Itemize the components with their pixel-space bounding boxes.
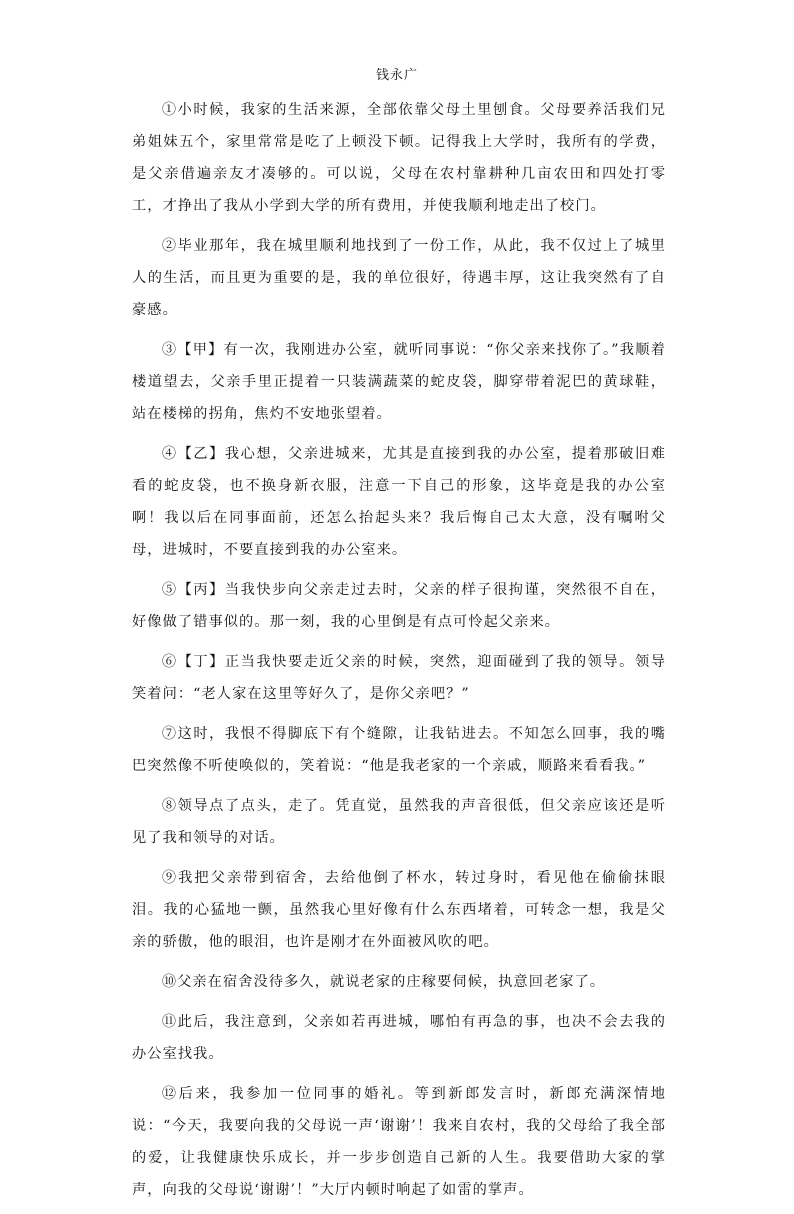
paragraph-12: ⑫后来，我参加一位同事的婚礼。等到新郎发言时，新郎充满深情地说：“今天，我要向我的父母说一声‘谢谢’！我来自农村，我的父母给了我全部的爱，让我健康快乐成长，并一步步创造自己新的人生。我要借助大家的掌声，向我的父母说‘谢谢’！”大厅内顿时响起了如雷的掌声。 [132, 1086, 666, 1198]
paragraph-3: ③【甲】有一次，我刚进办公室，就听同事说：“你父亲来找你了。”我顺着楼道望去，父亲手里正提着一只装满蔬菜的蛇皮袋，脚穿带着泥巴的黄球鞋，站在楼梯的拐角，焦灼不安地张望着。 [132, 342, 666, 422]
paragraph-11: ⑪此后，我注意到，父亲如若再进城，哪怕有再急的事，也决不会去我的办公室找我。 [132, 1014, 666, 1062]
paragraph-9: ⑨我把父亲带到宿舍，去给他倒了杯水，转过身时，看见他在偷偷抹眼泪。我的心猛地一颤，虽然我心里好像有什么东西堵着，可转念一想，我是父亲的骄傲，他的眼泪，也许是刚才在外面被风吹的吧。 [132, 870, 666, 950]
article-body [132, 94, 666, 1214]
paragraph-10: ⑩父亲在宿舍没待多久，就说老家的庄稼要伺候，执意回老家了。 [161, 974, 606, 990]
paragraph-1: ①小时候，我家的生活来源，全部依靠父母土里刨食。父母要养活我们兄弟姐妹五个，家里常常是吃了上顿没下顿。记得我上大学时，我所有的学费，是父亲借遍亲友才凑够的。可以说，父母在农村靠耕种几亩农田和四处打零工，才挣出了我从小学到大学的所有费用，并使我顺利地走出了校门。 [132, 102, 666, 214]
paragraph-2: ②毕业那年，我在城里顺利地找到了一份工作，从此，我不仅过上了城里人的生活，而且更为重要的是，我的单位很好，待遇丰厚，这让我突然有了自豪感。 [132, 238, 666, 318]
paragraph-4: ④【乙】我心想，父亲进城来，尤其是直接到我的办公室，提着那破旧难看的蛇皮袋，也不换身新衣服，注意一下自己的形象，这毕竟是我的办公室啊！我以后在同事面前，还怎么抬起头来？我后悔自己太大意，没有嘱咐父母，进城时，不要直接到我的办公室来。 [132, 446, 666, 558]
paragraph-6: ⑥【丁】正当我快要走近父亲的时候，突然，迎面碰到了我的领导。领导笑着问：“老人家在这里等好久了，是你父亲吧？” [132, 654, 666, 702]
paragraph-7: ⑦这时，我恨不得脚底下有个缝隙，让我钻进去。不知怎么回事，我的嘴巴突然像不听使唤似的，笑着说：“他是我老家的一个亲戚，顺路来看看我。” [132, 726, 666, 774]
paragraph-5: ⑤【丙】当我快步向父亲走过去时，父亲的样子很拘谨，突然很不自在，好像做了错事似的。那一刻，我的心里倒是有点可怜起父亲来。 [132, 582, 666, 630]
author-name: 钱永广 [375, 68, 418, 83]
paragraph-8: ⑧领导点了点头，走了。凭直觉，虽然我的声音很低，但父亲应该还是听见了我和领导的对话。 [132, 798, 666, 846]
